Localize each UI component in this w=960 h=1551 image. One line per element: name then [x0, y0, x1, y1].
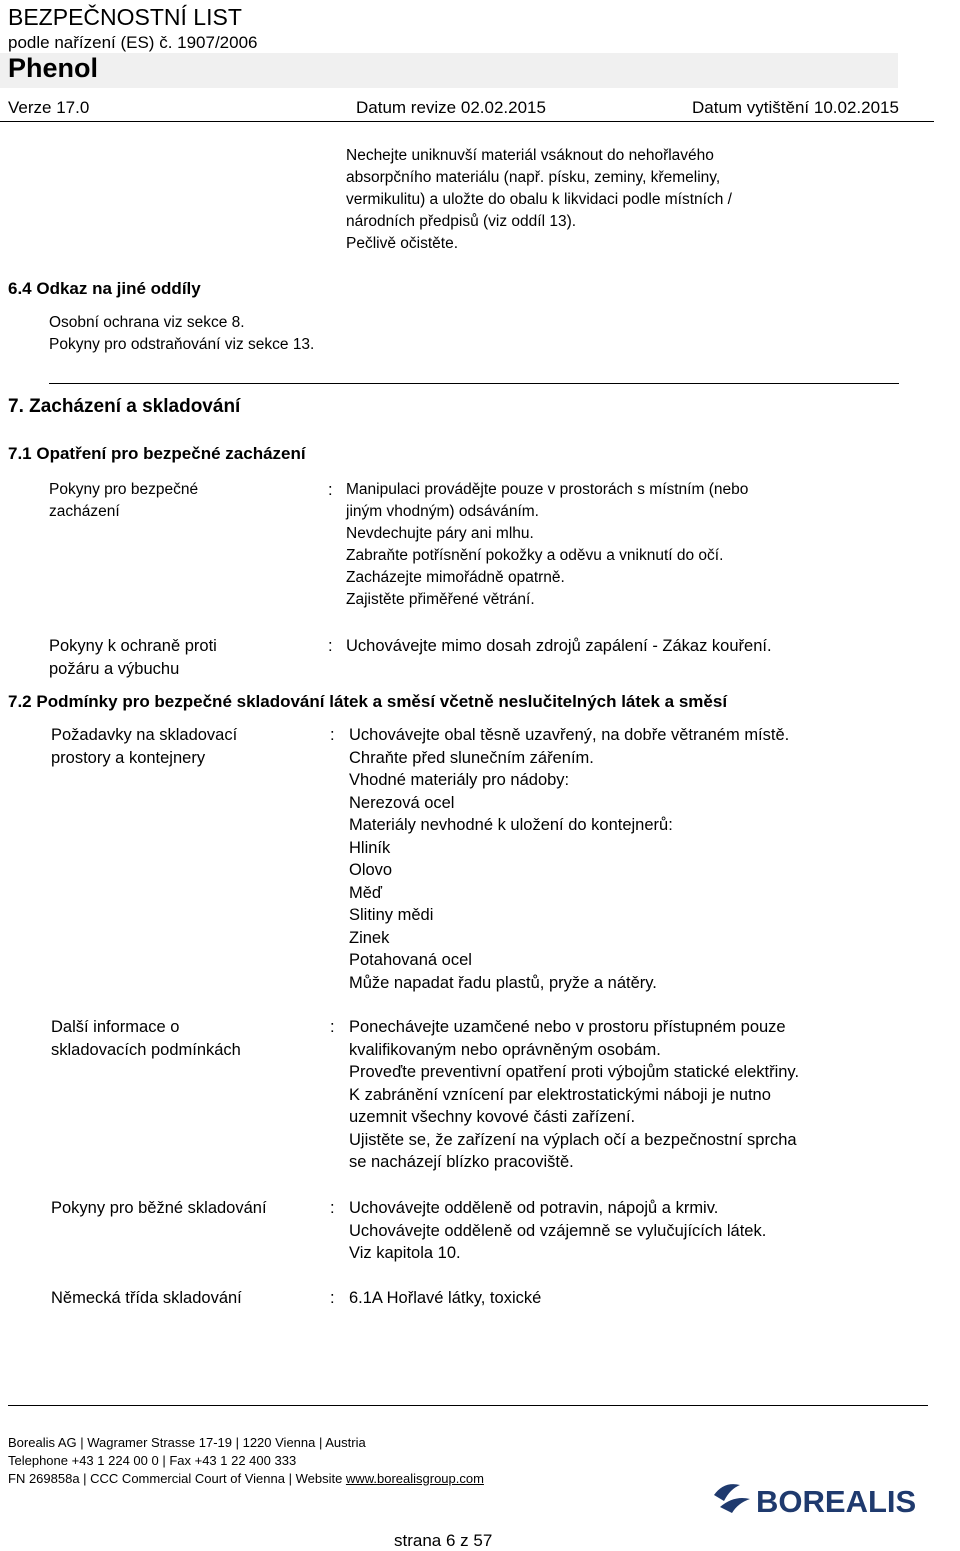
document-title: BEZPEČNOSTNÍ LIST	[8, 4, 242, 30]
common-storage-value: Uchovávejte odděleně od potravin, nápojů a krmiv. Uchovávejte odděleně od vzájemně se vylučujících látek. Viz kapitola 10.	[349, 1199, 767, 1262]
separator-colon: :	[328, 481, 333, 499]
separator-colon: :	[328, 637, 333, 655]
cleanup-line: národních předpisů (viz oddíl 13).	[346, 213, 577, 230]
separator-colon: :	[330, 1199, 335, 1217]
further-info-value: Ponechávejte uzamčené nebo v prostoru přístupném pouze kvalifikovaným nebo oprávněným osobám. Proveďte preventivní opatření proti výbojům statické elektřiny. K zabránění vznícení par elektrostatickými náboji je nutno uzemnit všechny kovové části zařízení. Ujistěte se, že zařízení na výplach očí a bezpečnostní sprcha se nacházejí blízko pracoviště.	[349, 1018, 800, 1171]
revision-date: Datum revize 02.02.2015	[356, 98, 546, 117]
safe-handling-label: Pokyny pro bezpečné zacházení	[49, 481, 199, 520]
product-name: Phenol	[8, 53, 99, 83]
separator-colon: :	[330, 726, 335, 744]
storage-requirements-value: Uchovávejte obal těsně uzavřený, na dobře větraném místě. Chraňte před slunečním zářením. Vhodné materiály pro nádoby: Nerezová ocel Materiály nevhodné k uložení do kontejnerů: Hliník Olovo Měď Slitiny mědi Zinek Potahovaná ocel Může napadat řadu plastů, pryže a nátěry.	[349, 726, 790, 992]
website-link[interactable]: www.borealisgroup.com	[345, 1471, 484, 1486]
section-6-4-heading: 6.4 Odkaz na jiné oddíly	[8, 279, 201, 298]
section-7-1-heading: 7.1 Opatření pro bezpečné zacházení	[8, 444, 306, 463]
footer-company-info	[8, 1434, 484, 1488]
header-rule	[0, 121, 934, 122]
logo-text: BOREALIS	[756, 1484, 917, 1519]
footer-address: Borealis AG | Wagramer Strasse 17-19 | 1220 Vienna | Austria	[8, 1435, 366, 1450]
borealis-logo	[710, 1477, 955, 1519]
reference-line: Pokyny pro odstraňování viz sekce 13.	[49, 336, 315, 353]
logo-mark-icon	[714, 1484, 740, 1501]
logo-mark-icon	[720, 1498, 750, 1513]
cleanup-line: vermikulitu) a uložte do obalu k likvidaci podle místních /	[346, 191, 732, 208]
footer-registration: FN 269858a | CCC Commercial Court of Vienna | Website www.borealisgroup.com	[8, 1471, 484, 1486]
section-6-4-text	[49, 312, 314, 356]
section-7-2-heading: 7.2 Podmínky pro bezpečné skladování látek a směsí včetně neslučitelných látek a směsí	[8, 692, 728, 711]
german-class-label: Německá třída skladování	[51, 1289, 242, 1307]
fire-protection-label: Pokyny k ochraně proti požáru a výbuchu	[49, 637, 217, 678]
common-storage-label: Pokyny pro běžné skladování	[51, 1199, 267, 1217]
section-7-heading: 7. Zacházení a skladování	[8, 396, 241, 417]
german-class-value: 6.1A Hořlavé látky, toxické	[349, 1289, 542, 1307]
safe-handling-value: Manipulaci provádějte pouze v prostorách s místním (nebo jiným vhodným) odsáváním. Nevdechujte páry ani mlhu. Zabraňte potřísnění pokožky a oděvu a vniknutí do očí. Zacházejte mimořádně opatrně. Zajistěte přiměřené větrání.	[346, 481, 749, 608]
section-7-rule	[49, 383, 899, 384]
page-number: strana 6 z 57	[394, 1531, 493, 1550]
version-label: Verze 17.0	[8, 98, 90, 117]
cleanup-text	[346, 145, 732, 255]
cleanup-line: Pečlivě očistěte.	[346, 235, 458, 252]
further-info-label: Další informace o skladovacích podmínkách	[51, 1018, 241, 1059]
fire-protection-value: Uchovávejte mimo dosah zdrojů zapálení - Zákaz kouření.	[346, 637, 772, 655]
footer-rule	[8, 1405, 928, 1406]
separator-colon: :	[330, 1018, 335, 1036]
print-date: Datum vytištění 10.02.2015	[692, 98, 899, 117]
footer-phone: Telephone +43 1 224 00 0 | Fax +43 1 22 400 333	[8, 1453, 297, 1468]
separator-colon: :	[330, 1289, 335, 1307]
cleanup-line: absorpčního materiálu (např. písku, zeminy, křemeliny,	[346, 169, 721, 186]
cleanup-line: Nechejte uniknuvší materiál vsáknout do nehořlavého	[346, 147, 714, 164]
regulation-reference: podle nařízení (ES) č. 1907/2006	[8, 33, 258, 52]
storage-requirements-label: Požadavky na skladovací prostory a kontejnery	[51, 726, 238, 767]
product-title-band	[0, 53, 898, 88]
reference-line: Osobní ochrana viz sekce 8.	[49, 314, 245, 331]
